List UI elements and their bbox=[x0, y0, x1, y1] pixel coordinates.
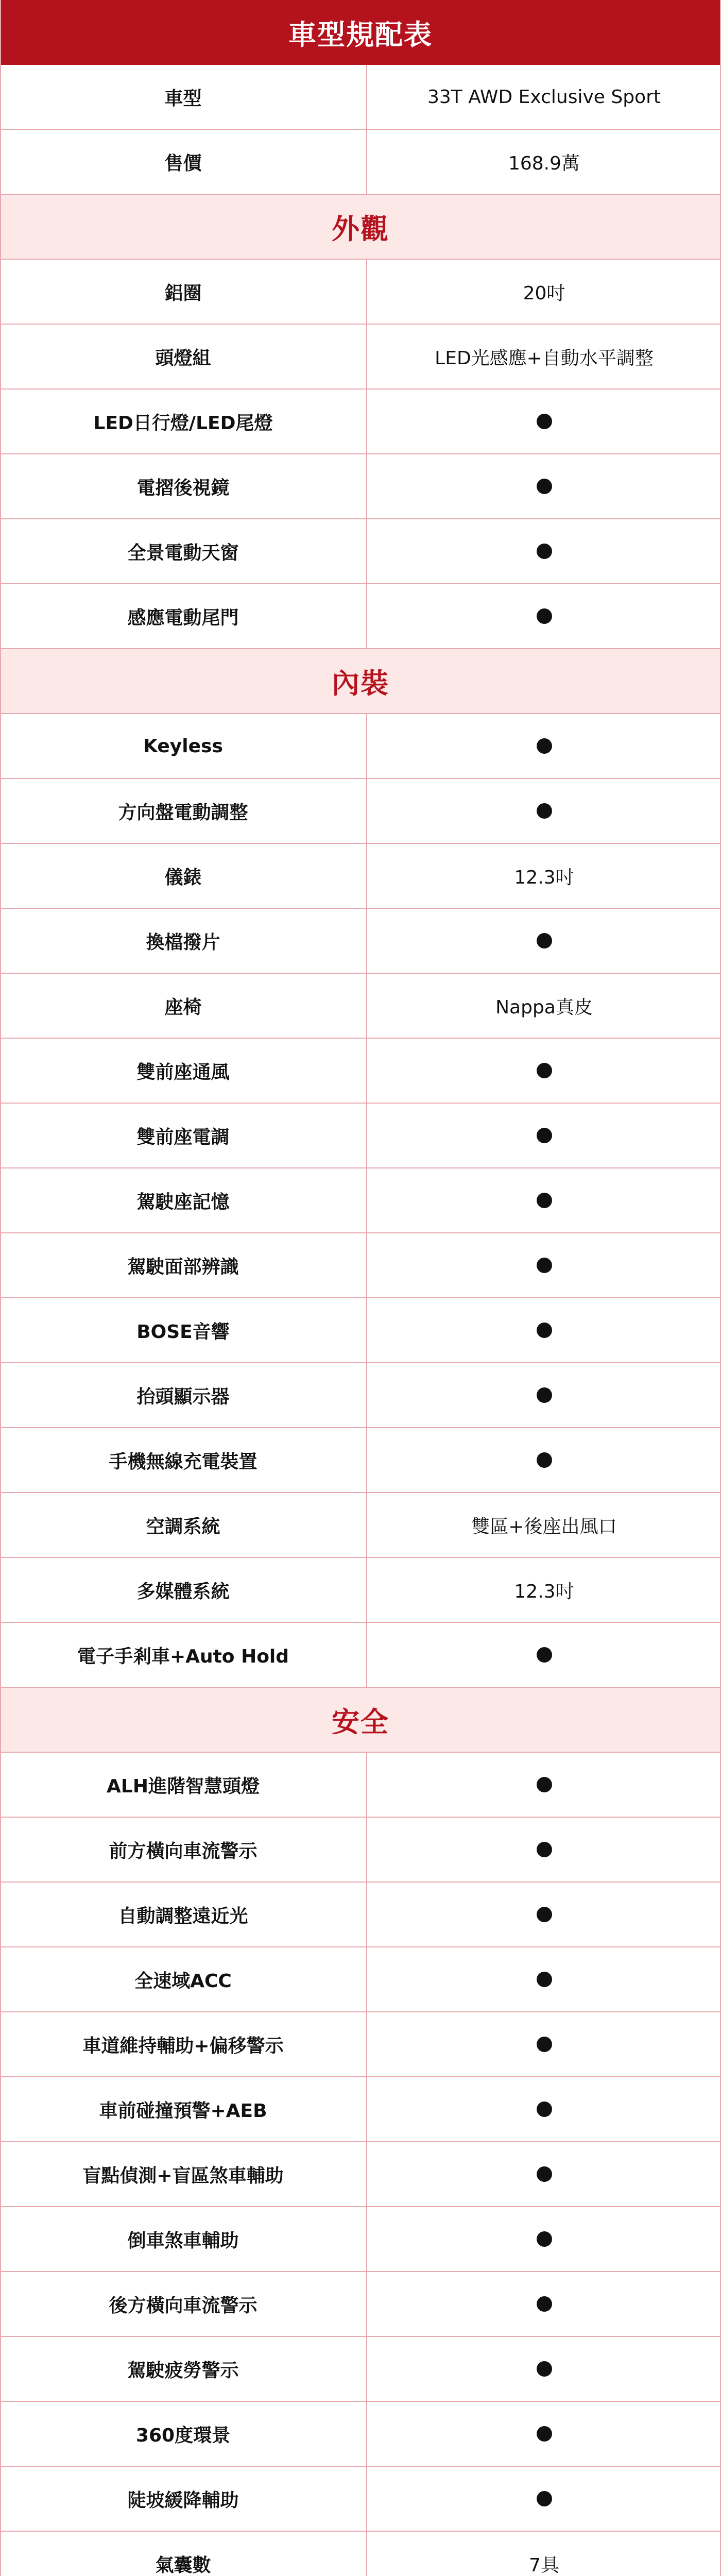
spec-row bbox=[0, 779, 721, 844]
spec-row bbox=[0, 974, 721, 1039]
spec-row bbox=[0, 2402, 721, 2467]
spec-value: LED光感應+自動水平調整 bbox=[435, 347, 654, 369]
spec-row bbox=[0, 1493, 721, 1558]
spec-label: 頭燈組 bbox=[0, 325, 367, 388]
spec-row bbox=[0, 2207, 721, 2272]
spec-row bbox=[0, 1428, 721, 1493]
page-title: 車型規配表 bbox=[288, 18, 433, 51]
spec-label: Keyless bbox=[0, 714, 367, 778]
spec-label: 氣囊數 bbox=[0, 2532, 367, 2576]
included-dot-icon bbox=[537, 2166, 552, 2182]
spec-label: 車型 bbox=[0, 65, 367, 129]
included-dot-icon bbox=[537, 479, 552, 494]
included-dot-icon bbox=[537, 2361, 552, 2377]
spec-row bbox=[0, 1233, 721, 1298]
spec-label: 座椅 bbox=[0, 974, 367, 1038]
spec-value bbox=[367, 1168, 721, 1232]
spec-label: 抬頭顯示器 bbox=[0, 1363, 367, 1427]
spec-label: 空調系統 bbox=[0, 1493, 367, 1557]
included-dot-icon bbox=[537, 803, 552, 819]
included-dot-icon bbox=[537, 1647, 552, 1663]
spec-label: 360度環景 bbox=[0, 2402, 367, 2466]
included-dot-icon bbox=[537, 1128, 552, 1143]
spec-value bbox=[367, 2207, 721, 2271]
spec-row bbox=[0, 1623, 721, 1688]
included-dot-icon bbox=[537, 544, 552, 559]
spec-row bbox=[0, 2337, 721, 2402]
spec-row bbox=[0, 1039, 721, 1104]
included-dot-icon bbox=[537, 2231, 552, 2247]
included-dot-icon bbox=[537, 608, 552, 624]
spec-value: 33T AWD Exclusive Sport bbox=[427, 86, 661, 108]
spec-label: 自動調整遠近光 bbox=[0, 1883, 367, 1946]
spec-label: BOSE音響 bbox=[0, 1298, 367, 1362]
spec-row bbox=[0, 1363, 721, 1428]
spec-row bbox=[0, 454, 721, 519]
included-dot-icon bbox=[537, 1972, 552, 1987]
spec-row bbox=[0, 1298, 721, 1363]
section-title: 安全 bbox=[332, 1705, 389, 1738]
spec-row bbox=[0, 260, 721, 325]
spec-row bbox=[0, 2012, 721, 2077]
spec-value: 12.3吋 bbox=[514, 1581, 574, 1602]
spec-row bbox=[0, 1883, 721, 1947]
spec-value: 雙區+後座出風口 bbox=[471, 1516, 617, 1537]
section-header bbox=[0, 649, 721, 714]
spec-row bbox=[0, 130, 721, 195]
spec-value bbox=[367, 584, 721, 648]
included-dot-icon bbox=[537, 1258, 552, 1273]
spec-value bbox=[367, 1947, 721, 2011]
spec-label: ALH進階智慧頭燈 bbox=[0, 1753, 367, 1817]
spec-row bbox=[0, 325, 721, 389]
spec-value: 20吋 bbox=[523, 282, 565, 304]
spec-value bbox=[367, 2142, 721, 2206]
spec-label: 電摺後視鏡 bbox=[0, 454, 367, 518]
spec-row bbox=[0, 65, 721, 130]
spec-label: 駕駛疲勞警示 bbox=[0, 2337, 367, 2401]
included-dot-icon bbox=[537, 1907, 552, 1922]
spec-table bbox=[0, 65, 721, 2576]
spec-value bbox=[367, 1104, 721, 1167]
spec-value bbox=[367, 389, 721, 453]
spec-row bbox=[0, 519, 721, 584]
spec-value bbox=[367, 2012, 721, 2076]
title-bar bbox=[0, 0, 721, 65]
spec-value bbox=[367, 714, 721, 778]
section-header bbox=[0, 195, 721, 260]
spec-value bbox=[367, 1883, 721, 1946]
spec-row bbox=[0, 1947, 721, 2012]
spec-row bbox=[0, 584, 721, 649]
included-dot-icon bbox=[537, 1063, 552, 1078]
section-title: 內裝 bbox=[332, 667, 389, 700]
spec-value bbox=[367, 2272, 721, 2336]
spec-value bbox=[367, 2402, 721, 2466]
spec-label: 電子手剎車+Auto Hold bbox=[0, 1623, 367, 1687]
spec-row bbox=[0, 2532, 721, 2576]
spec-row bbox=[0, 1818, 721, 1883]
spec-value bbox=[367, 2337, 721, 2401]
spec-label: 陡坡緩降輔助 bbox=[0, 2467, 367, 2531]
spec-value bbox=[367, 2077, 721, 2141]
spec-label: 雙前座通風 bbox=[0, 1039, 367, 1103]
spec-label: 感應電動尾門 bbox=[0, 584, 367, 648]
spec-label: 鋁圈 bbox=[0, 260, 367, 324]
spec-label: 儀錶 bbox=[0, 844, 367, 908]
included-dot-icon bbox=[537, 2491, 552, 2506]
spec-row bbox=[0, 1558, 721, 1623]
spec-row bbox=[0, 844, 721, 909]
spec-value: 12.3吋 bbox=[514, 867, 574, 888]
spec-value bbox=[367, 1039, 721, 1103]
included-dot-icon bbox=[537, 1842, 552, 1857]
spec-value bbox=[367, 1363, 721, 1427]
spec-row bbox=[0, 1104, 721, 1168]
spec-value bbox=[367, 2467, 721, 2531]
spec-value: 168.9萬 bbox=[508, 152, 580, 174]
spec-label: 全速域ACC bbox=[0, 1947, 367, 2011]
spec-value bbox=[367, 909, 721, 973]
spec-value bbox=[367, 1818, 721, 1882]
spec-value bbox=[367, 1233, 721, 1297]
spec-label: 倒車煞車輔助 bbox=[0, 2207, 367, 2271]
spec-value bbox=[367, 1623, 721, 1687]
spec-value bbox=[367, 454, 721, 518]
spec-row bbox=[0, 389, 721, 454]
spec-label: 駕駛面部辨識 bbox=[0, 1233, 367, 1297]
spec-row bbox=[0, 2467, 721, 2532]
spec-label: 駕駛座記憶 bbox=[0, 1168, 367, 1232]
spec-label: 多媒體系統 bbox=[0, 1558, 367, 1622]
spec-label: 方向盤電動調整 bbox=[0, 779, 367, 843]
spec-label: 手機無線充電裝置 bbox=[0, 1428, 367, 1492]
spec-label: 後方橫向車流警示 bbox=[0, 2272, 367, 2336]
spec-row bbox=[0, 909, 721, 974]
spec-label: 雙前座電調 bbox=[0, 1104, 367, 1167]
included-dot-icon bbox=[537, 2296, 552, 2312]
included-dot-icon bbox=[537, 2037, 552, 2052]
included-dot-icon bbox=[537, 414, 552, 429]
section-header bbox=[0, 1688, 721, 1753]
included-dot-icon bbox=[537, 2102, 552, 2117]
included-dot-icon bbox=[537, 2426, 552, 2442]
included-dot-icon bbox=[537, 1387, 552, 1403]
included-dot-icon bbox=[537, 1193, 552, 1208]
spec-row bbox=[0, 714, 721, 779]
section-title: 外觀 bbox=[332, 212, 389, 245]
spec-value bbox=[367, 1428, 721, 1492]
spec-label: LED日行燈/LED尾燈 bbox=[0, 389, 367, 453]
spec-value bbox=[367, 519, 721, 583]
spec-label: 車道維持輔助+偏移警示 bbox=[0, 2012, 367, 2076]
spec-value: 7具 bbox=[529, 2554, 559, 2576]
included-dot-icon bbox=[537, 1777, 552, 1792]
spec-label: 車前碰撞預警+AEB bbox=[0, 2077, 367, 2141]
spec-row bbox=[0, 2272, 721, 2337]
spec-row bbox=[0, 1753, 721, 1818]
spec-label: 全景電動天窗 bbox=[0, 519, 367, 583]
spec-row bbox=[0, 2142, 721, 2207]
included-dot-icon bbox=[537, 1452, 552, 1468]
spec-label: 換檔撥片 bbox=[0, 909, 367, 973]
spec-row bbox=[0, 2077, 721, 2142]
included-dot-icon bbox=[537, 738, 552, 754]
spec-label: 盲點偵測+盲區煞車輔助 bbox=[0, 2142, 367, 2206]
spec-value: Nappa真皮 bbox=[495, 996, 593, 1018]
spec-row bbox=[0, 1168, 721, 1233]
spec-label: 售價 bbox=[0, 130, 367, 194]
spec-value bbox=[367, 1753, 721, 1817]
spec-value bbox=[367, 779, 721, 843]
included-dot-icon bbox=[537, 933, 552, 948]
spec-label: 前方橫向車流警示 bbox=[0, 1818, 367, 1882]
spec-value bbox=[367, 1298, 721, 1362]
included-dot-icon bbox=[537, 1323, 552, 1338]
